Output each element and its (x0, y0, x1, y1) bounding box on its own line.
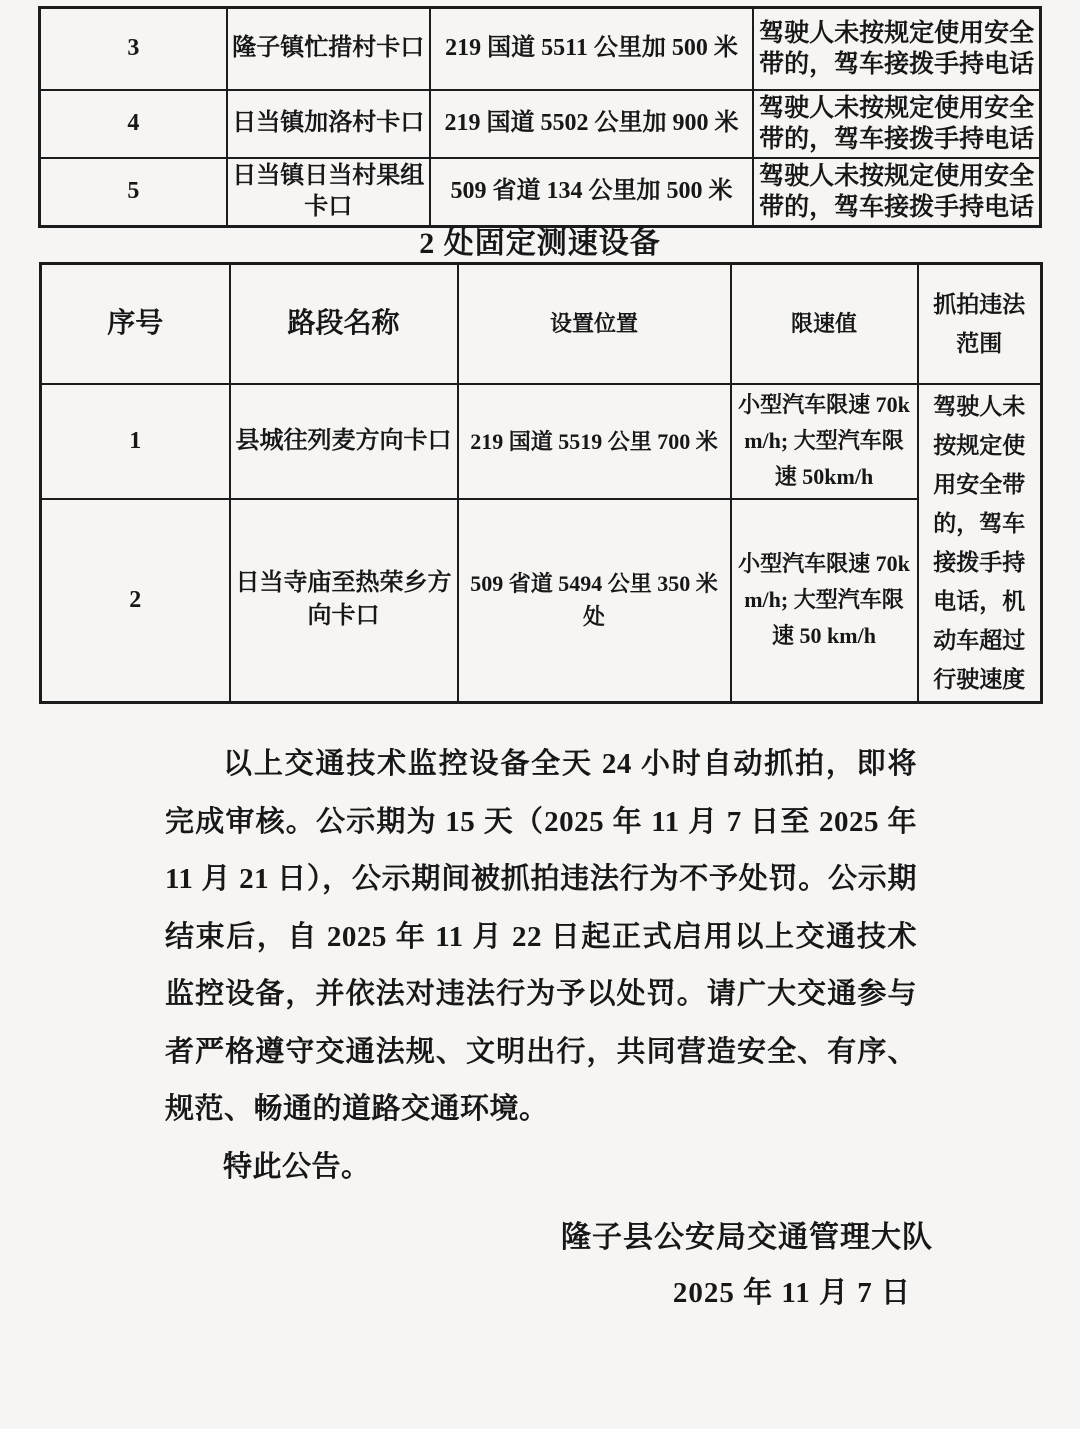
body-text (165, 736, 917, 1196)
cell-serial: 1 (41, 384, 230, 500)
header-road-name: 路段名称 (230, 264, 458, 384)
table-row (40, 158, 1041, 227)
issue-date: 2025 年 11 月 7 日 (672, 1277, 911, 1309)
cell-location: 219 国道 5511 公里加 500 米 (430, 8, 753, 90)
checkpoint-table (38, 6, 1042, 228)
notice-paragraph: 以上交通技术监控设备全天 24 小时自动抓拍，即将完成审核。公示期为 15 天（2025 年 11 月 7 日至 2025 年 11 月 21 日），公示期间被抓拍违法行为不予处罚。公示期结束后，自 2025 年 11 月 22 日起正式启用以上交通技术监控设备，并依法对违法行为予以处罚。请广大交通参与者严格遵守交通法规、文明出行，共同营造安全、有序、规范、畅通的道路交通环境。 (165, 748, 917, 1125)
section-title: 2 处固定测速设备 (419, 227, 661, 260)
issuer-signature: 隆子县公安局交通管理大队 (561, 1221, 933, 1254)
header-serial: 序号 (41, 264, 230, 384)
cell-violation: 驾驶人未按规定使用安全带的，驾车接拨手持电话 (753, 158, 1040, 227)
cell-location: 509 省道 134 公里加 500 米 (430, 158, 753, 227)
speed-device-table (39, 262, 1043, 704)
cell-serial: 4 (40, 90, 227, 158)
cell-location: 219 国道 5502 公里加 900 米 (430, 90, 753, 158)
cell-road-name: 隆子镇忙措村卡口 (227, 8, 430, 90)
cell-serial: 5 (40, 158, 227, 227)
closing-line: 特此公告。 (223, 1150, 371, 1183)
cell-location: 509 省道 5494 公里 350 米处 (458, 499, 731, 702)
table-row (40, 8, 1041, 90)
cell-serial: 2 (41, 499, 230, 702)
cell-speed-limit: 小型汽车限速 70km/h; 大型汽车限速 50km/h (731, 384, 918, 500)
table-row (40, 90, 1041, 158)
cell-violation: 驾驶人未按规定使用安全带的，驾车接拨手持电话 (753, 90, 1040, 158)
cell-road-name: 日当寺庙至热荣乡方向卡口 (230, 499, 458, 702)
header-location: 设置位置 (458, 264, 731, 384)
header-scope: 抓拍违法范围 (918, 264, 1042, 384)
cell-road-name: 日当镇日当村果组卡口 (227, 158, 430, 227)
table-row (41, 499, 1042, 702)
table-row (41, 384, 1042, 500)
cell-location: 219 国道 5519 公里 700 米 (458, 384, 731, 500)
table-header-row (41, 264, 1042, 384)
cell-violation: 驾驶人未按规定使用安全带的，驾车接拨手持电话 (753, 8, 1040, 90)
cell-serial: 3 (40, 8, 227, 90)
cell-capture-scope: 驾驶人未按规定使用安全带的，驾车接拨手持电话，机动车超过行驶速度 (918, 384, 1042, 703)
header-limit: 限速值 (731, 264, 918, 384)
cell-speed-limit: 小型汽车限速 70km/h; 大型汽车限速 50 km/h (731, 499, 918, 702)
cell-road-name: 日当镇加洛村卡口 (227, 90, 430, 158)
cell-road-name: 县城往列麦方向卡口 (230, 384, 458, 500)
